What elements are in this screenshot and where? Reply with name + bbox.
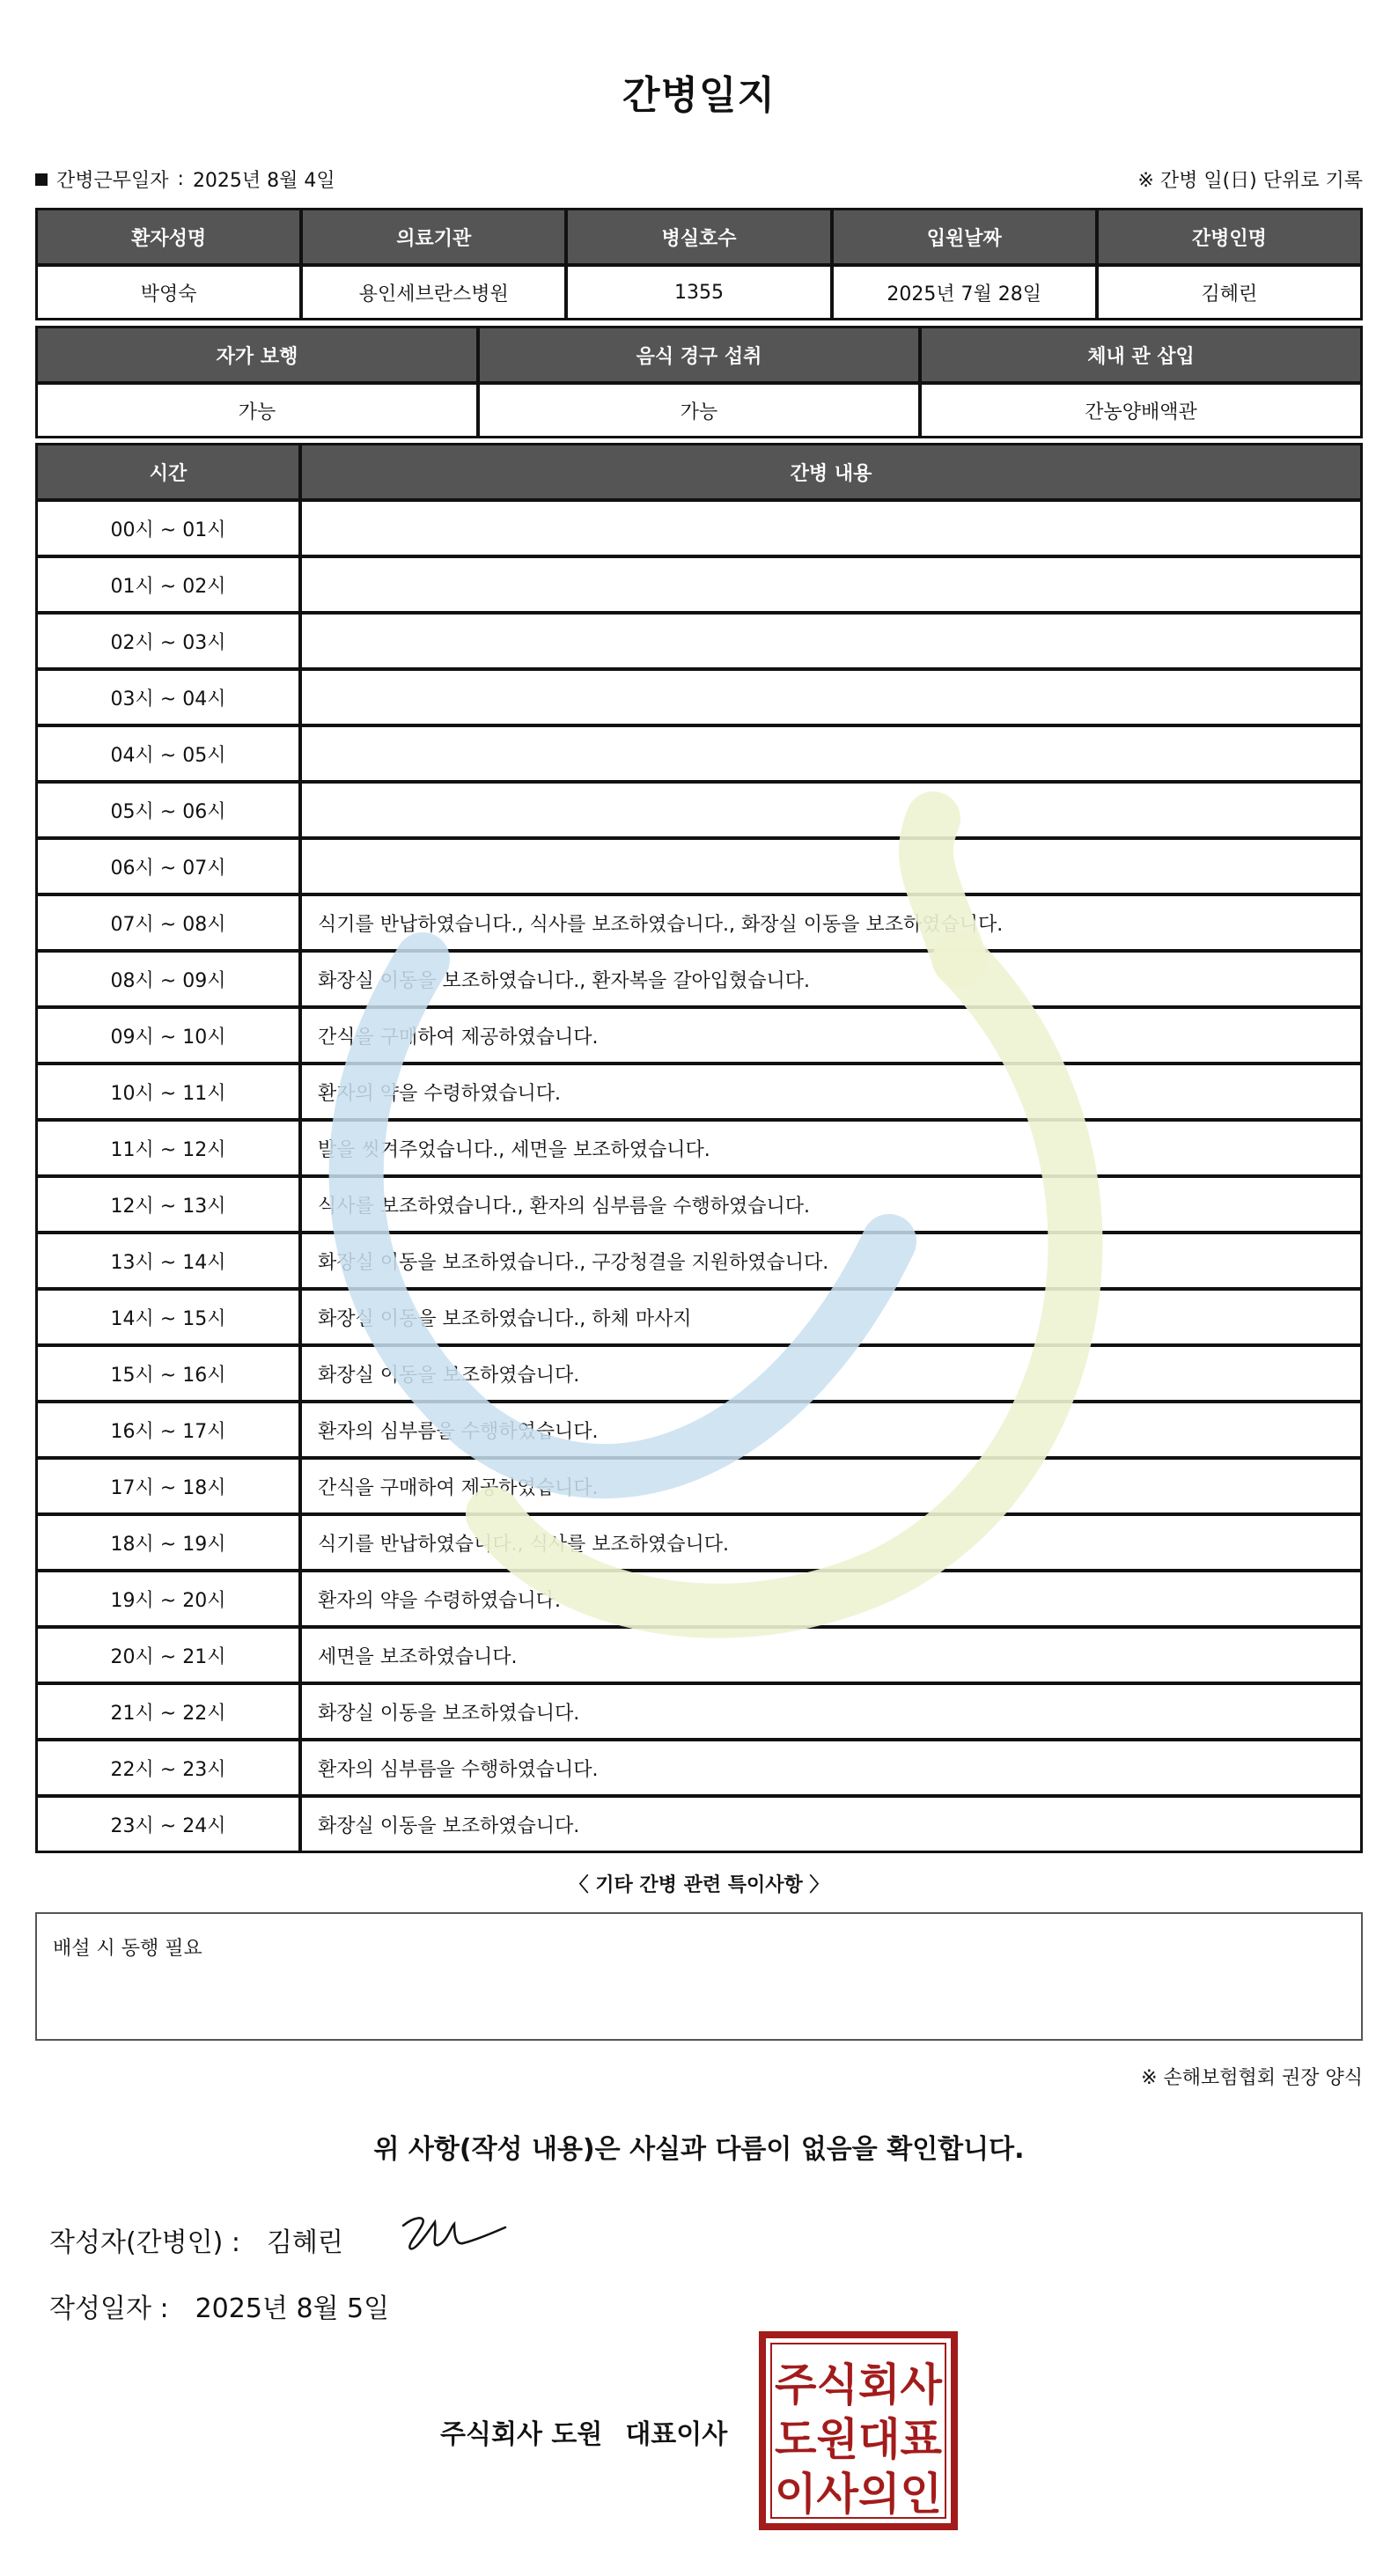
- log-time-cell: 17시 ~ 18시: [38, 1460, 298, 1512]
- header-care-content: 간병 내용: [302, 445, 1360, 498]
- log-time-cell: 16시 ~ 17시: [38, 1403, 298, 1456]
- bullet-square-icon: [35, 173, 48, 186]
- log-content-cell: [302, 615, 1360, 667]
- log-content-cell: 식기를 반납하였습니다., 식사를 보조하였습니다.: [302, 1516, 1360, 1569]
- company-line: [440, 2412, 727, 2451]
- oral-intake-value: 가능: [480, 385, 918, 436]
- log-time-cell: 03시 ~ 04시: [38, 671, 298, 724]
- special-notes-title: 〈 기타 간병 관련 특이사항 〉: [569, 1874, 829, 1896]
- written-date-line: [49, 2286, 389, 2325]
- log-time-cell: 22시 ~ 23시: [38, 1741, 298, 1794]
- status-info-table: [35, 326, 1363, 438]
- care-log-table: [35, 443, 1363, 1853]
- log-time-cell: 15시 ~ 16시: [38, 1347, 298, 1400]
- special-notes-box: [35, 1912, 1363, 2041]
- log-content-cell: 환자의 약을 수령하였습니다.: [302, 1572, 1360, 1625]
- log-content-cell: 간식을 구매하여 제공하였습니다.: [302, 1460, 1360, 1512]
- seal-text-line: 주식회사: [775, 2359, 943, 2410]
- log-content-cell: [302, 727, 1360, 780]
- log-time-cell: 18시 ~ 19시: [38, 1516, 298, 1569]
- special-notes-content: 배설 시 동행 필요: [53, 1938, 202, 1960]
- header-oral-intake: 음식 경구 섭취: [480, 328, 918, 381]
- log-content-cell: 환자의 심부름을 수행하였습니다.: [302, 1741, 1360, 1794]
- header-tube-insertion: 체내 관 삽입: [922, 328, 1360, 381]
- tube-insertion-value: 간농양배액관: [922, 385, 1360, 436]
- unit-note: ※ 간병 일(日) 단위로 기록: [1137, 170, 1363, 192]
- log-time-cell: 05시 ~ 06시: [38, 784, 298, 836]
- self-walk-value: 가능: [38, 385, 476, 436]
- log-content-cell: 간식을 구매하여 제공하였습니다.: [302, 1009, 1360, 1062]
- document-title: 간병일지: [622, 73, 776, 118]
- log-content-cell: 화장실 이동을 보조하였습니다., 환자복을 갈아입혔습니다.: [302, 953, 1360, 1005]
- log-time-cell: 09시 ~ 10시: [38, 1009, 298, 1062]
- patient-info-table: [35, 208, 1363, 320]
- work-date-value: 2025년 8월 4일: [192, 170, 335, 192]
- confirmation-statement: 위 사항(작성 내용)은 사실과 다름이 없음을 확인합니다.: [373, 2134, 1025, 2165]
- signature: [396, 2206, 519, 2259]
- log-content-cell: 식기를 반납하였습니다., 식사를 보조하였습니다., 화장실 이동을 보조하였습니다.: [302, 896, 1360, 949]
- writer-label: 작성자(간병인) :: [49, 2227, 240, 2258]
- log-time-cell: 13시 ~ 14시: [38, 1234, 298, 1287]
- log-content-cell: [302, 558, 1360, 611]
- log-content-cell: 화장실 이동을 보조하였습니다.: [302, 1798, 1360, 1851]
- log-time-cell: 04시 ~ 05시: [38, 727, 298, 780]
- log-content-cell: 화장실 이동을 보조하였습니다.: [302, 1347, 1360, 1400]
- log-content-cell: [302, 502, 1360, 555]
- log-time-cell: 12시 ~ 13시: [38, 1178, 298, 1231]
- log-content-cell: 환자의 심부름을 수행하였습니다.: [302, 1403, 1360, 1456]
- log-content-cell: [302, 784, 1360, 836]
- caregiver-name: 김혜린: [1099, 267, 1360, 318]
- log-time-cell: 08시 ~ 09시: [38, 953, 298, 1005]
- log-time-cell: 19시 ~ 20시: [38, 1572, 298, 1625]
- work-date-label: 간병근무일자: [56, 170, 169, 192]
- company-seal: [759, 2331, 958, 2530]
- header-time: 시간: [38, 445, 298, 498]
- log-content-cell: [302, 840, 1360, 893]
- admission-date: 2025년 7월 28일: [834, 267, 1095, 318]
- header-caregiver: 간병인명: [1099, 210, 1360, 263]
- log-time-cell: 11시 ~ 12시: [38, 1122, 298, 1174]
- log-time-cell: 14시 ~ 15시: [38, 1291, 298, 1343]
- log-time-cell: 02시 ~ 03시: [38, 615, 298, 667]
- log-time-cell: 06시 ~ 07시: [38, 840, 298, 893]
- seal-text-line: 이사의인: [775, 2469, 942, 2520]
- log-content-cell: 세면을 보조하였습니다.: [302, 1629, 1360, 1682]
- header-admission-date: 입원날짜: [834, 210, 1095, 263]
- log-time-cell: 07시 ~ 08시: [38, 896, 298, 949]
- header-hospital: 의료기관: [303, 210, 564, 263]
- log-content-cell: 환자의 약을 수령하였습니다.: [302, 1065, 1360, 1118]
- header-patient-name: 환자성명: [38, 210, 299, 263]
- log-time-cell: 10시 ~ 11시: [38, 1065, 298, 1118]
- work-date: [35, 166, 335, 193]
- seal-text-line: 도원대표: [775, 2414, 943, 2465]
- log-content-cell: 화장실 이동을 보조하였습니다.: [302, 1685, 1360, 1738]
- work-date-separator: :: [177, 168, 184, 190]
- writer-line: [49, 2220, 343, 2259]
- log-time-cell: 23시 ~ 24시: [38, 1798, 298, 1851]
- log-time-cell: 00시 ~ 01시: [38, 502, 298, 555]
- log-time-cell: 20시 ~ 21시: [38, 1629, 298, 1682]
- log-time-cell: 01시 ~ 02시: [38, 558, 298, 611]
- patient-name: 박영숙: [38, 267, 299, 318]
- company-name: 주식회사 도원: [440, 2419, 603, 2450]
- header-self-walk: 자가 보행: [38, 328, 476, 381]
- log-content-cell: 화장실 이동을 보조하였습니다., 하체 마사지: [302, 1291, 1360, 1343]
- log-content-cell: [302, 671, 1360, 724]
- writer-name: 김혜린: [266, 2227, 343, 2258]
- hospital-name: 용인세브란스병원: [303, 267, 564, 318]
- recommend-note: ※ 손해보험협회 권장 양식: [1141, 2067, 1363, 2089]
- log-time-cell: 21시 ~ 22시: [38, 1685, 298, 1738]
- header-room: 병실호수: [568, 210, 829, 263]
- representative-title: 대표이사: [625, 2419, 728, 2450]
- log-content-cell: 식사를 보조하였습니다., 환자의 심부름을 수행하였습니다.: [302, 1178, 1360, 1231]
- log-content-cell: 발을 씻겨주었습니다., 세면을 보조하였습니다.: [302, 1122, 1360, 1174]
- log-content-cell: 화장실 이동을 보조하였습니다., 구강청결을 지원하였습니다.: [302, 1234, 1360, 1287]
- room-number: 1355: [568, 267, 829, 318]
- written-date-value: 2025년 8월 5일: [195, 2293, 390, 2324]
- written-date-label: 작성일자 :: [49, 2293, 169, 2324]
